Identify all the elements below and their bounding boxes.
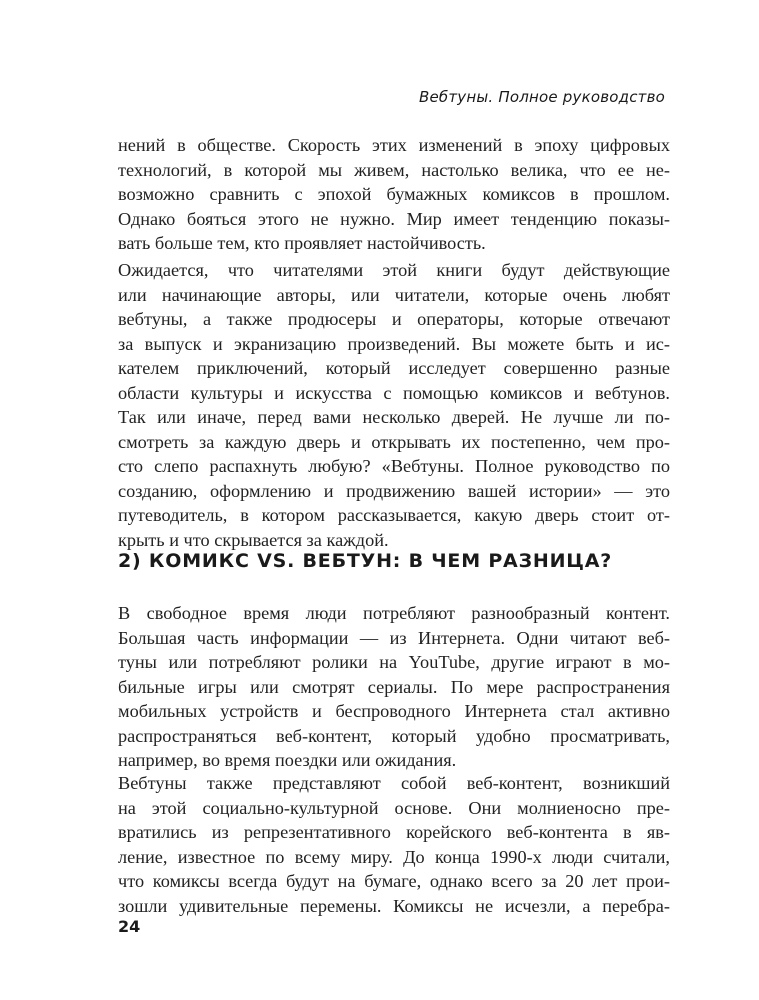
text-line: вебтуны, а также продюсеры и операторы, которые отвечают	[118, 309, 670, 329]
text-line: или начинающие авторы, или читатели, которые очень любят	[118, 284, 670, 305]
text-line: например, во время поездки или ожидания.	[118, 750, 457, 770]
paragraph-2	[118, 258, 670, 552]
text-line: В свободное время люди потребляют разнообразный контент.	[118, 603, 670, 623]
text-line: крыть и что скрывается за каждой.	[118, 529, 389, 550]
running-header: Вебтуны. Полное руководство	[418, 88, 665, 106]
page-number: 24	[118, 917, 141, 936]
text-line: ление, известное по всему миру. До конца 1990-х люди считали,	[118, 846, 670, 867]
paragraph-3	[118, 601, 670, 773]
text-line: мобильных устройств и беспроводного Интернета стал активно	[118, 701, 670, 721]
text-line: области культуры и искусства с помощью комиксов и вебтунов.	[118, 382, 670, 403]
text-line: Вебтуны также представляют собой веб-контент, возникший	[118, 773, 670, 793]
text-line: нений в обществе. Скорость этих изменений в эпоху цифровых	[118, 135, 670, 155]
text-line: на этой социально-культурной основе. Они молниеносно пре-	[118, 797, 670, 818]
text-line: Так или иначе, перед вами несколько дверей. Не лучше ли по-	[118, 407, 670, 427]
text-line: сто слепо распахнуть любую? «Вебтуны. Полное руководство по	[118, 456, 670, 476]
text-line: бильные игры или смотрят сериалы. По мере распространения	[118, 676, 670, 697]
text-line: Ожидается, что читателями этой книги будут действующие	[118, 260, 670, 280]
text-line: возможно сравнить с эпохой бумажных комиксов в прошлом.	[118, 184, 670, 204]
text-line: кателем приключений, который исследует совершенно разные	[118, 358, 670, 378]
text-line: вратились из репрезентативного корейского веб-контента в яв-	[118, 822, 670, 842]
text-line: за выпуск и экранизацию произведений. Вы можете быть и ис-	[118, 333, 670, 354]
text-line: технологий, в которой мы живем, настолько велика, что ее не-	[118, 159, 670, 180]
paragraph-1	[118, 133, 670, 256]
text-line: Большая часть информации — из Интернета. Одни читают веб-	[118, 627, 670, 648]
text-line: туны или потребляют ролики на YouTube, другие играют в мо-	[118, 652, 670, 672]
text-line: путеводитель, в котором рассказывается, какую дверь стоит от-	[118, 505, 670, 525]
text-line: распространяться веб-контент, который удобно просматривать,	[118, 725, 670, 746]
text-line: созданию, оформлению и продвижению вашей истории» — это	[118, 480, 670, 501]
section-heading: 2) КОМИКС VS. ВЕБТУН: В ЧЕМ РАЗНИЦА?	[118, 550, 613, 572]
text-line: зошли удивительные перемены. Комиксы не исчезли, а перебра-	[118, 895, 670, 916]
text-line: смотреть за каждую дверь и открывать их постепенно, чем про-	[118, 431, 670, 452]
text-line: Однако бояться этого не нужно. Мир имеет тенденцию показы-	[118, 208, 670, 229]
paragraph-4	[118, 771, 670, 918]
text-line: вать больше тем, кто проявляет настойчивость.	[118, 233, 486, 253]
text-line: что комиксы всегда будут на бумаге, однако всего за 20 лет прои-	[118, 871, 670, 891]
